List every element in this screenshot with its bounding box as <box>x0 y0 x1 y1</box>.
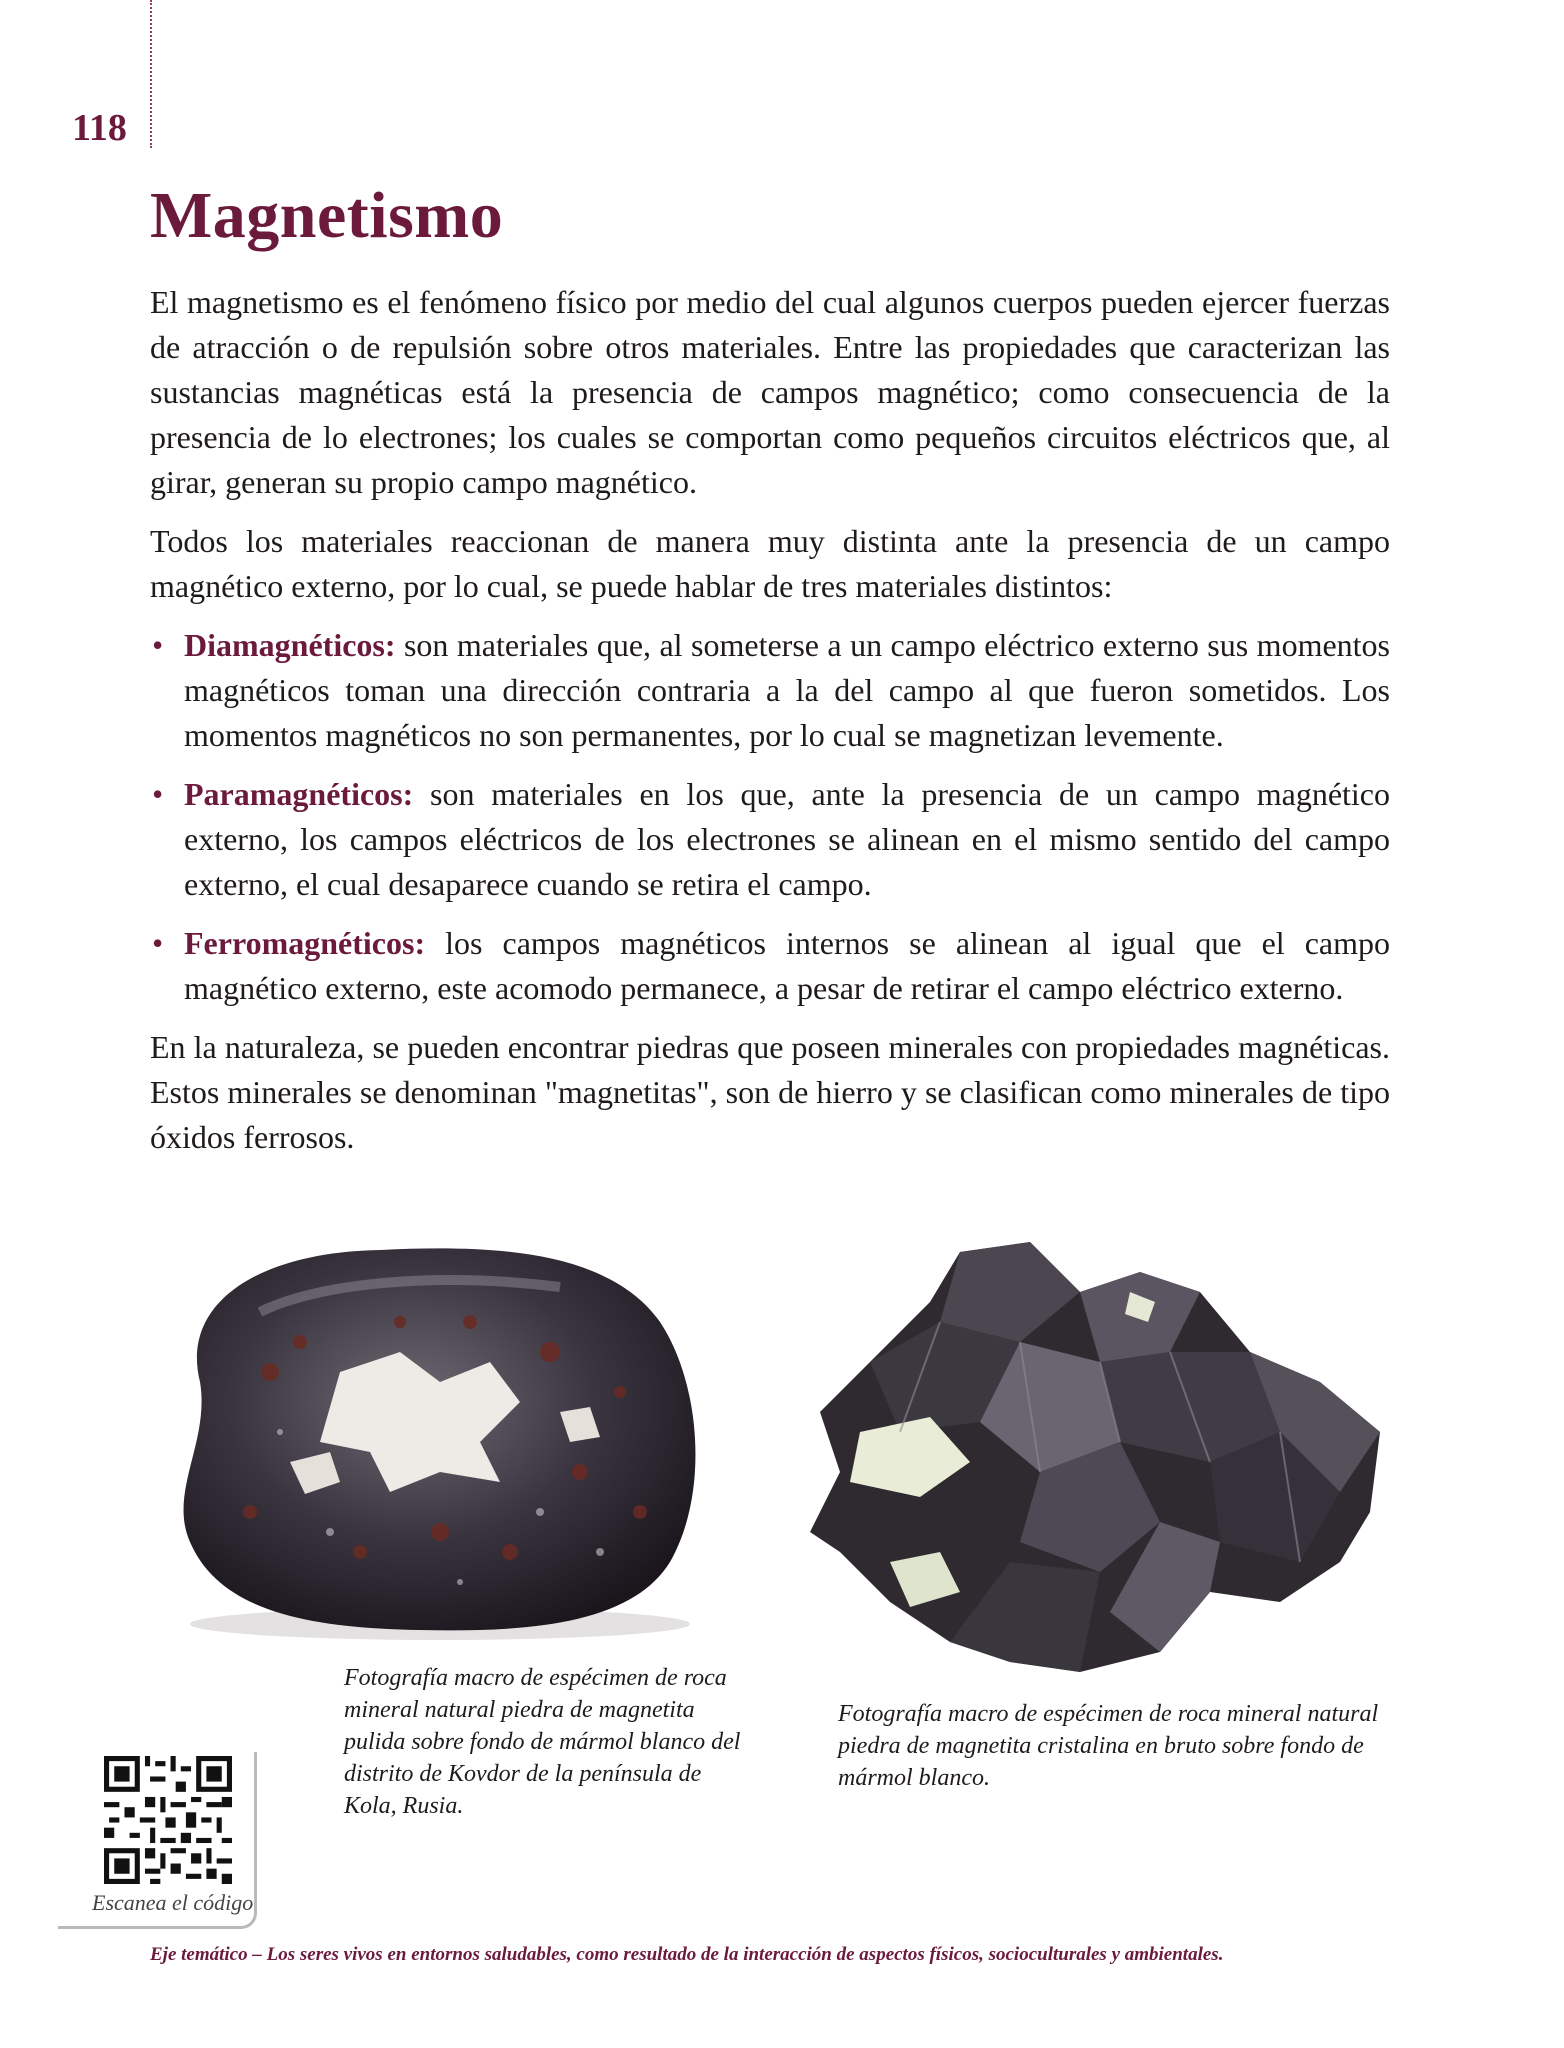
list-item-paramagneticos <box>150 772 1390 907</box>
definition-diamagneticos: son materiales que, al someterse a un campo eléctrico externo sus momentos magnéticos toman una dirección contraria a la del campo al que fueron sometidos. Los momentos magnéticos no son permanentes, por lo cual se magnetizan levemente. <box>184 627 1390 753</box>
term-ferromagneticos: Ferromagnéticos: <box>184 925 426 961</box>
margin-rule <box>150 0 152 148</box>
term-paramagneticos: Paramagnéticos: <box>184 776 414 812</box>
bullet-icon: • <box>152 925 164 961</box>
term-diamagneticos: Diamagnéticos: <box>184 627 396 663</box>
polished-magnetite-photo <box>140 1232 720 1652</box>
page-title: Magnetismo <box>150 179 504 252</box>
qr-code-box[interactable] <box>58 1752 257 1929</box>
list-item-diamagneticos <box>150 623 1390 758</box>
magnetite-paragraph: En la naturaleza, se pueden encontrar piedras que poseen minerales con propiedades magnéticas. Estos minerales se denominan "magnetitas", son de hierro y se clasifican como minerales de tipo óxidos ferrosos. <box>150 1029 1390 1155</box>
materials-list <box>150 623 1390 1011</box>
right-photo-caption: Fotografía macro de espécimen de roca mineral natural piedra de magnetita cristalina en bruto sobre fondo de mármol blanco. <box>838 1701 1379 1791</box>
definition-paramagneticos: son materiales en los que, ante la presencia de un campo magnético externo, los campos eléctricos de los electrones se alinean en el mismo sentido del campo externo, el cual desaparece cuando se retira el campo. <box>184 776 1390 902</box>
definition-ferromagneticos: los campos magnéticos internos se alinean al igual que el campo magnético externo, este acomodo permanece, a pesar de retirar el campo eléctrico externo. <box>184 925 1390 1006</box>
list-item-ferromagneticos <box>150 921 1390 1011</box>
bullet-icon: • <box>152 776 164 812</box>
intro-paragraph: El magnetismo es el fenómeno físico por medio del cual algunos cuerpos pueden ejercer fuerzas de atracción o de repulsión sobre otros materiales. Entre las propiedades que caracterizan las sustancias magnéticas está la presencia de campos magnético; como consecuencia de la presencia de lo electrones; los cuales se comportan como pequeños circuitos eléctricos que, al girar, generan su propio campo magnético. <box>150 284 1390 500</box>
crystalline-magnetite-photo <box>780 1232 1390 1682</box>
qr-code-icon[interactable] <box>104 1756 232 1884</box>
page-number: 118 <box>72 107 127 149</box>
bullet-icon: • <box>152 627 164 663</box>
body-text <box>150 280 1390 1174</box>
qr-code-label: Escanea el código <box>92 1890 254 1915</box>
footer-eje-tematico: Eje temático – Los seres vivos en entornos saludables, como resultado de la interacción de aspectos físicos, socioculturales y ambientales. <box>150 1944 1224 1965</box>
left-photo-caption: Fotografía macro de espécimen de roca mineral natural piedra de magnetita pulida sobre fondo de mármol blanco del distrito de Kovdor de la península de Kola, Rusia. <box>344 1665 741 1819</box>
materials-paragraph: Todos los materiales reaccionan de manera muy distinta ante la presencia de un campo magnético externo, por lo cual, se puede hablar de tres materiales distintos: <box>150 523 1390 604</box>
